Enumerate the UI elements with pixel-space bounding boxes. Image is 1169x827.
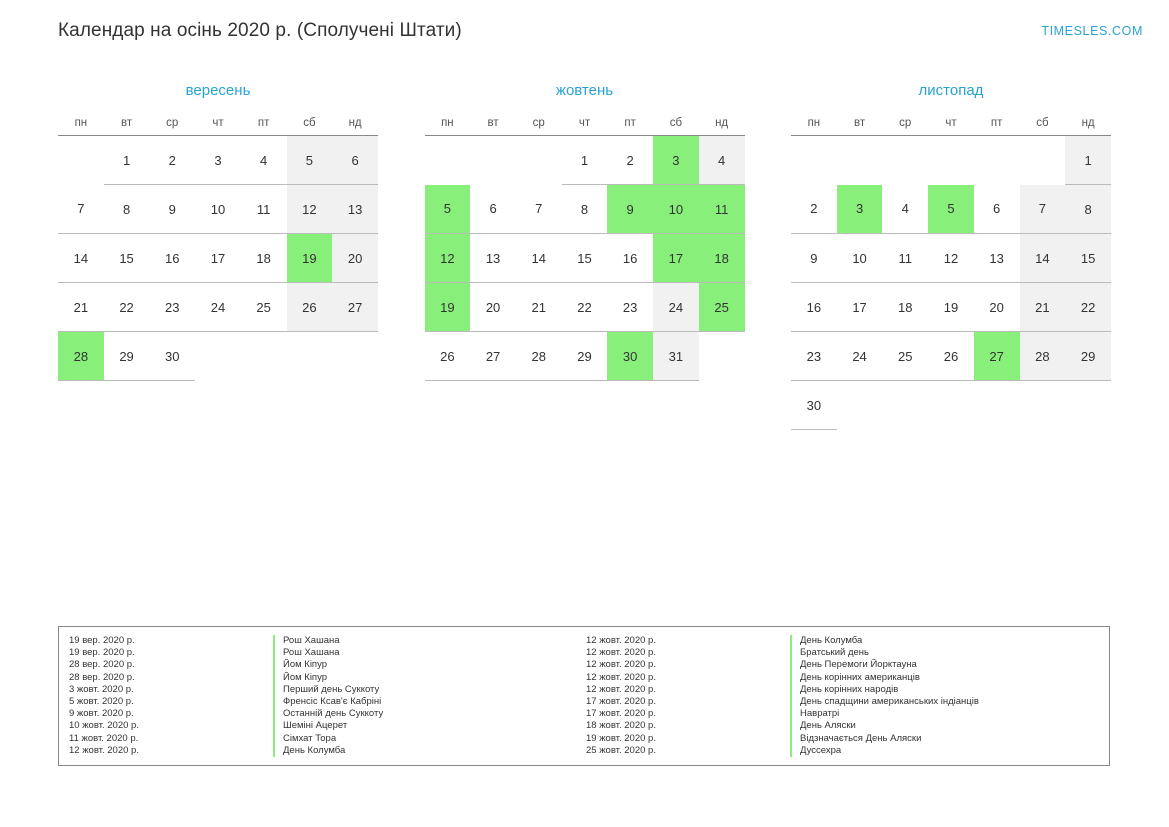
legend-name-column bbox=[269, 635, 586, 757]
day-cell-empty bbox=[928, 136, 974, 185]
legend-date: 12 жовт. 2020 р. bbox=[586, 683, 656, 695]
day-cell-holiday[interactable]: 19 bbox=[287, 234, 333, 283]
legend-holiday-name: Навратрі bbox=[790, 708, 1103, 720]
day-cell-holiday[interactable]: 25 bbox=[699, 283, 745, 332]
weekday-header: пн bbox=[425, 113, 471, 136]
day-cell-empty bbox=[58, 136, 104, 185]
day-cell-empty bbox=[837, 381, 883, 430]
week-row bbox=[791, 185, 1111, 234]
day-cell-empty bbox=[425, 136, 471, 185]
weekday-header-row bbox=[791, 113, 1111, 136]
day-cell-empty bbox=[928, 381, 974, 430]
day-cell-empty bbox=[516, 136, 562, 185]
legend-holiday-name: Останній день Суккоту bbox=[273, 708, 586, 720]
legend-column bbox=[586, 635, 1103, 757]
weekday-header: ср bbox=[149, 113, 195, 136]
day-cell[interactable]: 9 bbox=[149, 185, 195, 234]
week-row bbox=[58, 185, 378, 234]
legend-holiday-name: Йом Кіпур bbox=[273, 659, 586, 671]
week-row bbox=[791, 332, 1111, 381]
day-cell[interactable]: 27 bbox=[332, 283, 378, 332]
day-cell[interactable]: 23 bbox=[149, 283, 195, 332]
day-cell[interactable]: 1 bbox=[562, 136, 608, 185]
day-cell[interactable]: 13 bbox=[974, 234, 1020, 283]
legend-date: 19 вер. 2020 р. bbox=[69, 635, 135, 646]
legend-date: 19 вер. 2020 р. bbox=[69, 647, 135, 659]
week-row bbox=[58, 136, 378, 185]
day-cell-empty bbox=[974, 136, 1020, 185]
week-row bbox=[58, 234, 378, 283]
day-cell-holiday[interactable]: 5 bbox=[425, 185, 471, 234]
day-cell[interactable]: 22 bbox=[1065, 283, 1111, 332]
day-cell[interactable]: 1 bbox=[104, 136, 150, 185]
day-cell[interactable]: 7 bbox=[58, 185, 104, 234]
weekday-header: вт bbox=[104, 113, 150, 136]
legend-date: 5 жовт. 2020 р. bbox=[69, 696, 134, 708]
day-cell-holiday[interactable]: 5 bbox=[928, 185, 974, 234]
legend-date: 12 жовт. 2020 р. bbox=[586, 635, 656, 646]
weekday-header: пн bbox=[791, 113, 837, 136]
legend-date: 25 жовт. 2020 р. bbox=[586, 744, 656, 756]
day-cell[interactable]: 26 bbox=[425, 332, 471, 381]
day-cell[interactable]: 4 bbox=[699, 136, 745, 185]
weekday-header: нд bbox=[332, 113, 378, 136]
legend-holiday-name: День корінних американців bbox=[790, 672, 1103, 684]
legend-holiday-name: Рош Хашана bbox=[273, 635, 586, 647]
day-cell[interactable]: 24 bbox=[195, 283, 241, 332]
day-cell[interactable]: 27 bbox=[470, 332, 516, 381]
day-cell[interactable]: 31 bbox=[653, 332, 699, 381]
day-cell[interactable]: 12 bbox=[287, 185, 333, 234]
legend-holiday-name: День Перемоги Йорктауна bbox=[790, 659, 1103, 671]
day-cell-holiday[interactable]: 27 bbox=[974, 332, 1020, 381]
month-block bbox=[425, 82, 745, 430]
month-name: жовтень bbox=[555, 82, 614, 99]
day-cell-empty bbox=[1020, 381, 1066, 430]
day-cell[interactable]: 16 bbox=[607, 234, 653, 283]
weekday-header: нд bbox=[699, 113, 745, 136]
day-cell-empty bbox=[470, 136, 516, 185]
legend-date: 3 жовт. 2020 р. bbox=[69, 683, 134, 695]
month-table bbox=[425, 113, 745, 381]
weekday-header-row bbox=[425, 113, 745, 136]
day-cell-holiday[interactable]: 30 bbox=[607, 332, 653, 381]
week-row bbox=[425, 283, 745, 332]
weekday-header: ср bbox=[882, 113, 928, 136]
legend-date: 12 жовт. 2020 р. bbox=[586, 647, 656, 659]
day-cell[interactable]: 15 bbox=[104, 234, 150, 283]
day-cell[interactable]: 29 bbox=[1065, 332, 1111, 381]
legend-date: 28 вер. 2020 р. bbox=[69, 671, 135, 683]
day-cell-empty bbox=[882, 381, 928, 430]
legend-holiday-name: Братський день bbox=[790, 647, 1103, 659]
week-row bbox=[791, 136, 1111, 185]
day-cell[interactable]: 28 bbox=[1020, 332, 1066, 381]
day-cell[interactable]: 4 bbox=[241, 136, 287, 185]
day-cell[interactable]: 11 bbox=[241, 185, 287, 234]
legend-holiday-name: Шеміні Ацерет bbox=[273, 720, 586, 732]
day-cell-holiday[interactable]: 10 bbox=[653, 185, 699, 234]
weekday-header: вт bbox=[470, 113, 516, 136]
month-table bbox=[58, 113, 378, 381]
legend-date: 10 жовт. 2020 р. bbox=[69, 720, 139, 732]
day-cell[interactable]: 4 bbox=[882, 185, 928, 234]
day-cell[interactable]: 13 bbox=[332, 185, 378, 234]
legend-date-column bbox=[586, 635, 786, 757]
legend-date: 17 жовт. 2020 р. bbox=[586, 696, 656, 708]
day-cell[interactable]: 22 bbox=[104, 283, 150, 332]
weekday-header: пн bbox=[58, 113, 104, 136]
day-cell[interactable]: 8 bbox=[104, 185, 150, 234]
week-row bbox=[425, 332, 745, 381]
day-cell[interactable]: 24 bbox=[653, 283, 699, 332]
day-cell-holiday[interactable]: 17 bbox=[653, 234, 699, 283]
day-cell-holiday[interactable]: 9 bbox=[607, 185, 653, 234]
day-cell[interactable]: 6 bbox=[470, 185, 516, 234]
legend-date: 11 жовт. 2020 р. bbox=[69, 732, 139, 744]
day-cell[interactable]: 8 bbox=[1065, 185, 1111, 234]
day-cell[interactable]: 21 bbox=[58, 283, 104, 332]
weekday-header: пт bbox=[607, 113, 653, 136]
day-cell[interactable]: 26 bbox=[928, 332, 974, 381]
day-cell[interactable]: 15 bbox=[562, 234, 608, 283]
month-block bbox=[791, 82, 1111, 430]
weekday-header: чт bbox=[928, 113, 974, 136]
day-cell[interactable]: 14 bbox=[516, 234, 562, 283]
legend-date-column bbox=[69, 635, 269, 757]
weekday-header: чт bbox=[195, 113, 241, 136]
day-cell[interactable]: 3 bbox=[195, 136, 241, 185]
day-cell[interactable]: 18 bbox=[241, 234, 287, 283]
page-title: Календар на осінь 2020 р. (Сполучені Штати) bbox=[58, 20, 462, 41]
legend-name-column bbox=[786, 635, 1103, 757]
legend-date: 28 вер. 2020 р. bbox=[69, 659, 135, 671]
day-cell[interactable]: 5 bbox=[287, 136, 333, 185]
legend-holiday-name: День корінних народів bbox=[790, 684, 1103, 696]
day-cell[interactable]: 24 bbox=[837, 332, 883, 381]
day-cell[interactable]: 2 bbox=[149, 136, 195, 185]
day-cell-holiday[interactable]: 3 bbox=[837, 185, 883, 234]
month-table bbox=[791, 113, 1111, 430]
day-cell[interactable]: 16 bbox=[791, 283, 837, 332]
day-cell[interactable]: 22 bbox=[562, 283, 608, 332]
day-cell-empty bbox=[791, 136, 837, 185]
day-cell[interactable]: 30 bbox=[149, 332, 195, 381]
day-cell-empty bbox=[332, 332, 378, 381]
legend-holiday-name: Відзначається День Аляски bbox=[790, 733, 1103, 745]
brand-link[interactable]: TIMESLES.COM bbox=[1041, 24, 1143, 38]
legend-holiday-name: День Аляски bbox=[790, 720, 1103, 732]
day-cell[interactable]: 11 bbox=[882, 234, 928, 283]
week-row bbox=[425, 185, 745, 234]
day-cell-empty bbox=[837, 136, 883, 185]
day-cell[interactable]: 18 bbox=[882, 283, 928, 332]
day-cell[interactable]: 2 bbox=[791, 185, 837, 234]
day-cell[interactable]: 29 bbox=[562, 332, 608, 381]
page-header bbox=[0, 0, 1169, 56]
day-cell[interactable]: 10 bbox=[837, 234, 883, 283]
day-cell[interactable]: 15 bbox=[1065, 234, 1111, 283]
day-cell[interactable]: 14 bbox=[58, 234, 104, 283]
calendar-months bbox=[0, 56, 1169, 430]
day-cell[interactable]: 20 bbox=[332, 234, 378, 283]
legend-date: 17 жовт. 2020 р. bbox=[586, 708, 656, 720]
day-cell-empty bbox=[195, 332, 241, 381]
day-cell[interactable]: 14 bbox=[1020, 234, 1066, 283]
legend-date: 9 жовт. 2020 р. bbox=[69, 708, 134, 720]
day-cell[interactable]: 28 bbox=[516, 332, 562, 381]
weekday-header: чт bbox=[562, 113, 608, 136]
weekday-header: сб bbox=[287, 113, 333, 136]
day-cell[interactable]: 26 bbox=[287, 283, 333, 332]
day-cell[interactable]: 17 bbox=[195, 234, 241, 283]
weekday-header: нд bbox=[1065, 113, 1111, 136]
day-cell[interactable]: 7 bbox=[516, 185, 562, 234]
legend-date: 19 жовт. 2020 р. bbox=[586, 732, 656, 744]
weekday-header: сб bbox=[653, 113, 699, 136]
day-cell[interactable]: 17 bbox=[837, 283, 883, 332]
weekday-header: пт bbox=[974, 113, 1020, 136]
day-cell[interactable]: 13 bbox=[470, 234, 516, 283]
day-cell[interactable]: 23 bbox=[791, 332, 837, 381]
month-name: вересень bbox=[185, 82, 251, 99]
legend-holiday-name: День спадщини американських індіанців bbox=[790, 696, 1103, 708]
day-cell[interactable]: 19 bbox=[928, 283, 974, 332]
weekday-header: пт bbox=[241, 113, 287, 136]
week-row bbox=[791, 381, 1111, 430]
day-cell[interactable]: 20 bbox=[974, 283, 1020, 332]
day-cell[interactable]: 29 bbox=[104, 332, 150, 381]
month-block bbox=[58, 82, 378, 430]
day-cell[interactable]: 8 bbox=[562, 185, 608, 234]
legend-date: 12 жовт. 2020 р. bbox=[586, 671, 656, 683]
legend-holiday-name: Дуссехра bbox=[790, 745, 1103, 757]
legend-holiday-name: Френсіс Ксав'є Кабріні bbox=[273, 696, 586, 708]
day-cell[interactable]: 6 bbox=[332, 136, 378, 185]
day-cell-holiday[interactable]: 11 bbox=[699, 185, 745, 234]
day-cell-holiday[interactable]: 12 bbox=[425, 234, 471, 283]
legend-holiday-name: Перший день Суккоту bbox=[273, 684, 586, 696]
day-cell[interactable]: 10 bbox=[195, 185, 241, 234]
day-cell[interactable]: 25 bbox=[241, 283, 287, 332]
weekday-header-row bbox=[58, 113, 378, 136]
day-cell[interactable]: 25 bbox=[882, 332, 928, 381]
legend-holiday-name: День Колумба bbox=[790, 635, 1103, 647]
legend-date: 18 жовт. 2020 р. bbox=[586, 720, 656, 732]
legend-date: 12 жовт. 2020 р. bbox=[586, 659, 656, 671]
day-cell-empty bbox=[1065, 381, 1111, 430]
day-cell[interactable]: 21 bbox=[516, 283, 562, 332]
day-cell-empty bbox=[699, 332, 745, 381]
legend-holiday-name: День Колумба bbox=[273, 745, 586, 757]
day-cell[interactable]: 21 bbox=[1020, 283, 1066, 332]
day-cell[interactable]: 7 bbox=[1020, 185, 1066, 234]
week-row bbox=[791, 234, 1111, 283]
day-cell[interactable]: 23 bbox=[607, 283, 653, 332]
day-cell-empty bbox=[241, 332, 287, 381]
day-cell[interactable]: 6 bbox=[974, 185, 1020, 234]
day-cell[interactable]: 9 bbox=[791, 234, 837, 283]
week-row bbox=[425, 234, 745, 283]
weekday-header: вт bbox=[837, 113, 883, 136]
legend-column bbox=[69, 635, 586, 757]
week-row bbox=[58, 332, 378, 381]
day-cell[interactable]: 2 bbox=[607, 136, 653, 185]
week-row bbox=[425, 136, 745, 185]
day-cell-holiday[interactable]: 19 bbox=[425, 283, 471, 332]
week-row bbox=[58, 283, 378, 332]
legend-holiday-name: Йом Кіпур bbox=[273, 672, 586, 684]
day-cell[interactable]: 1 bbox=[1065, 136, 1111, 185]
day-cell-empty bbox=[882, 136, 928, 185]
day-cell[interactable]: 20 bbox=[470, 283, 516, 332]
week-row bbox=[791, 283, 1111, 332]
holiday-legend bbox=[58, 626, 1110, 766]
legend-date: 12 жовт. 2020 р. bbox=[69, 744, 139, 756]
day-cell-holiday[interactable]: 28 bbox=[58, 332, 104, 381]
day-cell[interactable]: 30 bbox=[791, 381, 837, 430]
day-cell-empty bbox=[287, 332, 333, 381]
day-cell-empty bbox=[974, 381, 1020, 430]
legend-holiday-name: Рош Хашана bbox=[273, 647, 586, 659]
legend-holiday-name: Сімхат Тора bbox=[273, 733, 586, 745]
month-name: листопад bbox=[918, 82, 984, 99]
day-cell-holiday[interactable]: 18 bbox=[699, 234, 745, 283]
day-cell-holiday[interactable]: 3 bbox=[653, 136, 699, 185]
weekday-header: сб bbox=[1020, 113, 1066, 136]
day-cell[interactable]: 12 bbox=[928, 234, 974, 283]
weekday-header: ср bbox=[516, 113, 562, 136]
day-cell-empty bbox=[1020, 136, 1066, 185]
day-cell[interactable]: 16 bbox=[149, 234, 195, 283]
